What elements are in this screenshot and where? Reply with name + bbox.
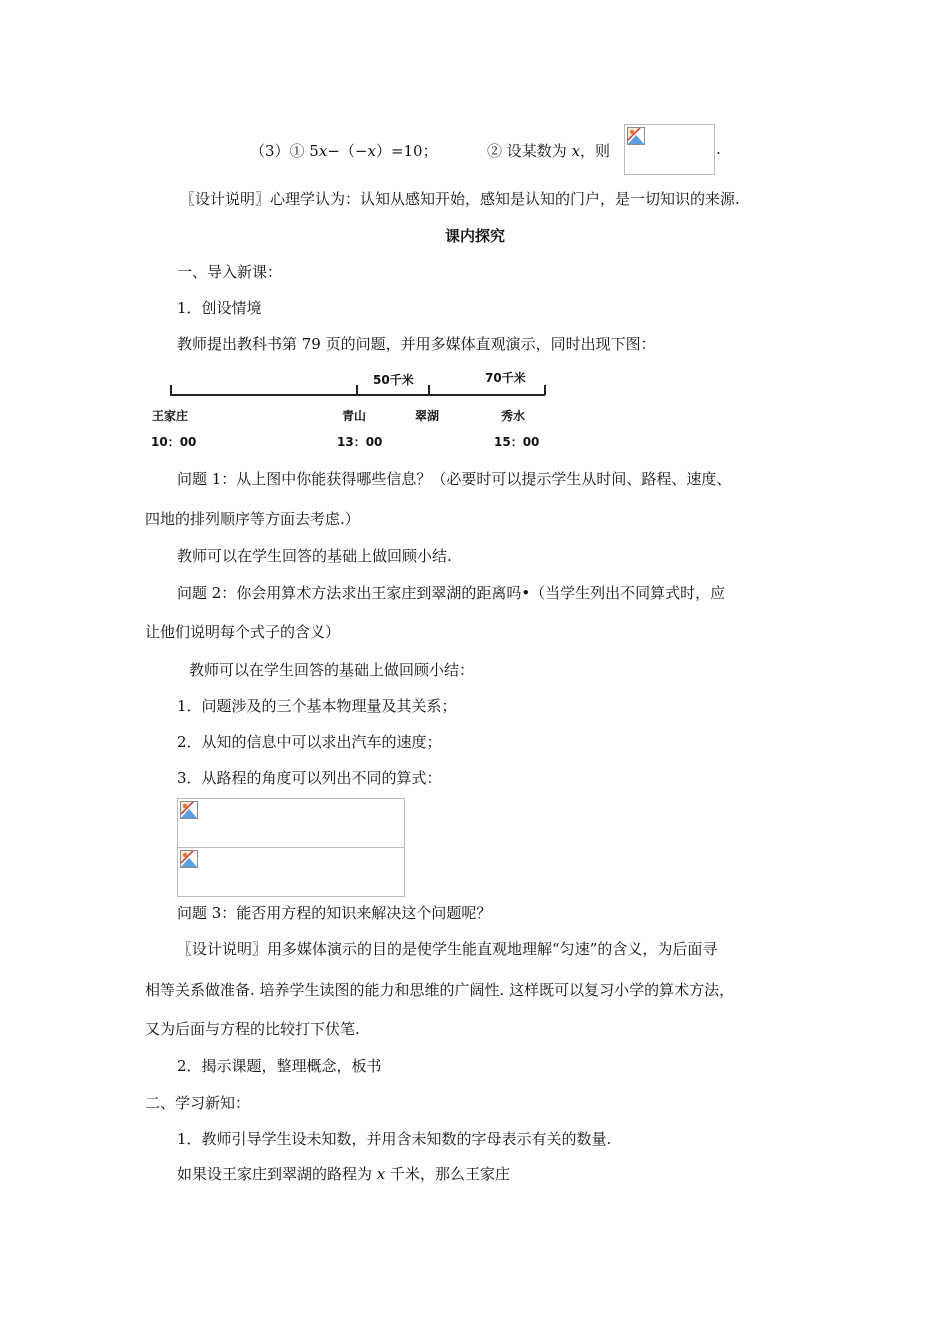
design-note: 〖设计说明〗心理学认为：认知从感知开始，感知是认知的门户，是一切知识的来源. xyxy=(180,190,740,208)
point-1: 1．问题涉及的三个基本物理量及其关系； xyxy=(177,697,457,715)
design-note-2-line-3: 又为后面与方程的比较打下伏笔. xyxy=(145,1020,360,1038)
heading-1-1: 1．创设情境 xyxy=(177,299,262,317)
summary-1: 教师可以在学生回答的基础上做回顾小结. xyxy=(177,547,452,565)
formula-image xyxy=(624,124,715,175)
design-note-2-line-2: 相等关系做准备. 培养学生读图的能力和思维的广阔性. 这样既可以复习小学的算术方法， xyxy=(145,981,735,999)
place-qingshan: 青山 xyxy=(342,409,367,423)
place-wangjiazhuang: 王家庄 xyxy=(152,409,189,423)
heading-1: 一、导入新课： xyxy=(177,263,283,281)
broken-image-icon xyxy=(627,127,645,145)
formula-image-2 xyxy=(177,847,405,897)
summary-2: 教师可以在学生回答的基础上做回顾小结： xyxy=(189,661,475,679)
route-diagram xyxy=(145,366,545,456)
point-2: 2．从知的信息中可以求出汽车的速度； xyxy=(177,733,442,751)
distance-label-50: 50千米 xyxy=(373,373,414,387)
last-paragraph: 如果设王家庄到翠湖的路程为 x 千米，那么王家庄 xyxy=(177,1165,511,1183)
route-line xyxy=(170,394,545,396)
point-3: 3．从路程的角度可以列出不同的算式： xyxy=(177,769,442,787)
intro-paragraph: 教师提出教科书第 79 页的问题，并用多媒体直观演示，同时出现下图： xyxy=(177,335,656,353)
heading-1-2: 2．揭示课题，整理概念，板书 xyxy=(177,1057,382,1075)
time-1000: 10：00 xyxy=(151,435,197,449)
question-1-line-1: 问题 1：从上图中你能获得哪些信息？（必要时可以提示学生从时间、路程、速度、 xyxy=(177,470,732,488)
broken-image-icon xyxy=(180,801,198,819)
distance-label-70: 70千米 xyxy=(485,371,526,385)
formula-image-1 xyxy=(177,798,405,848)
tick-wangjiazhuang xyxy=(170,385,172,395)
period: . xyxy=(716,140,721,158)
tick-qingshan xyxy=(356,385,358,395)
design-note-2-line-1: 〖设计说明〗用多媒体演示的目的是使学生能直观地理解“匀速”的含义，为后面寻 xyxy=(177,940,718,958)
heading-2: 二、学习新知： xyxy=(145,1094,251,1112)
place-xiushui: 秀水 xyxy=(501,409,526,423)
exercise-line-b: ② 设某数为 x，则 xyxy=(487,142,611,160)
question-2-line-1: 问题 2：你会用算术方法求出王家庄到翠湖的距离吗•（当学生列出不同算式时，应 xyxy=(177,584,726,602)
question-2-line-2: 让他们说明每个式子的含义） xyxy=(145,623,341,641)
place-cuihu: 翠湖 xyxy=(415,409,440,423)
time-1300: 13：00 xyxy=(337,435,383,449)
tick-xiushui xyxy=(544,385,546,395)
exercise-line: （3）① 5x−（−x）=10； xyxy=(250,142,438,160)
broken-image-icon xyxy=(180,850,198,868)
time-1500: 15：00 xyxy=(494,435,540,449)
question-3: 问题 3：能否用方程的知识来解决这个问题呢？ xyxy=(177,904,492,922)
heading-2-1: 1．教师引导学生设未知数，并用含未知数的字母表示有关的数量. xyxy=(177,1130,612,1148)
question-1-line-2: 四地的排列顺序等方面去考虑.） xyxy=(145,510,360,528)
tick-cuihu xyxy=(428,385,430,395)
section-title: 课内探究 xyxy=(445,227,506,245)
